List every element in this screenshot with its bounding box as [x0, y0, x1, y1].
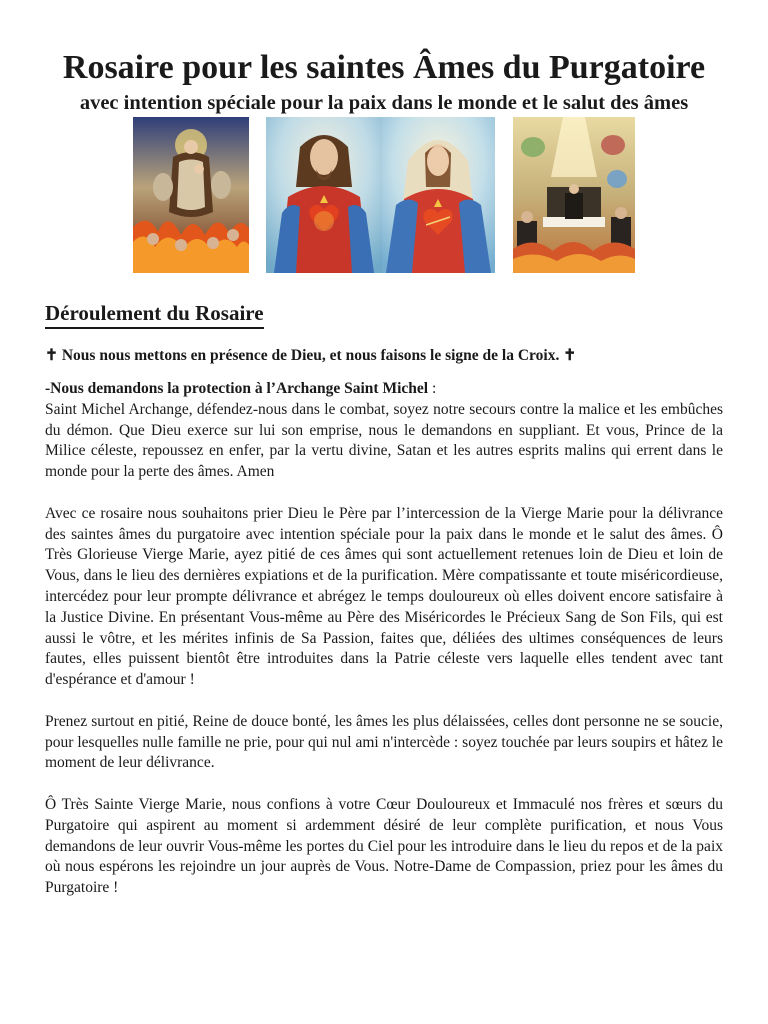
michael-lead: -Nous demandons la protection à l’Archange Saint Michel — [45, 380, 429, 397]
michael-colon: : — [428, 380, 437, 397]
section-title: Déroulement du Rosaire — [45, 299, 264, 329]
page-title: Rosaire pour les saintes Âmes du Purgatoire — [62, 49, 706, 86]
immaculate-heart-mary-image — [382, 117, 495, 273]
page-subtitle: avec intention spéciale pour la paix dans le monde et le salut des âmes — [79, 92, 689, 114]
michael-intro — [45, 379, 723, 400]
body-text — [45, 379, 723, 899]
carmel-virgin-image — [133, 117, 249, 273]
michael-prayer: Saint Michel Archange, défendez-nous dans le combat, soyez notre secours contre la malice et les embûches du démon. Que Dieu exerce sur lui son emprise, nous le demandons en suppliant. Et vous, Prince de la Milice céleste, repoussez en enfer, par la vertu divine, Satan et les autres esprits malins qui errent dans le monde pour la perte des âmes. Amen — [45, 400, 723, 481]
sacred-heart-jesus-image — [266, 117, 382, 273]
paragraph-2: Prenez surtout en pitié, Reine de douce bonté, les âmes les plus délaissées, celles dont personne ne se soucie, pour lesquelles nulle famille ne prie, pour qui nul ami n'intercède : soyez touchée par leurs soupirs et hâtez le moment de leur délivrance. — [45, 712, 723, 772]
paragraph-1: Avec ce rosaire nous souhaitons prier Dieu le Père par l’intercession de la Vierge Marie pour la délivrance des saintes âmes du purgatoire avec intention spéciale pour la paix dans le monde et le salut des âmes. Ô Très Glorieuse Vierge Marie, ayez pitié de ces âmes qui sont actuellement retenues loin de Dieu et loin de Vous, dans le lieu des dernières expiations et de la purification. Mère compatissante et toute miséricordieuse, intercédez pour leur prompte délivrance et abrégez le temps douloureux où elles doivent encore satisfaire à la Justice Divine. En présentant Vous-même au Père des Miséricordes le Précieux Sang de Son Fils, qui est aussi le vôtre, et les mérites infinis de Sa Passion, faites que, déliées des ultimes conséquences de leurs fautes, elles puissent bientôt être introduites dans la Patrie céleste vers laquelle elles tendent avec tant d'espérance et d'amour ! — [45, 504, 723, 689]
purgatory-mass-image — [513, 117, 635, 273]
sign-of-cross-line: ✝ Nous nous mettons en présence de Dieu, et nous faisons le signe de la Croix. ✝ — [45, 347, 577, 364]
paragraph-3: Ô Très Sainte Vierge Marie, nous confions à votre Cœur Douloureux et Immaculé nos frères et sœurs du Purgatoire qui aspirent au moment si ardemment désiré de leur complète purification, et nous Vous demandons de leur ouvrir Vous-même les portes du Ciel pour les introduire dans le lieu du repos et de la paix où nous espérons les rejoindre un jour auprès de Vous. Notre-Dame de Compassion, priez pour les âmes du Purgatoire ! — [45, 795, 723, 897]
